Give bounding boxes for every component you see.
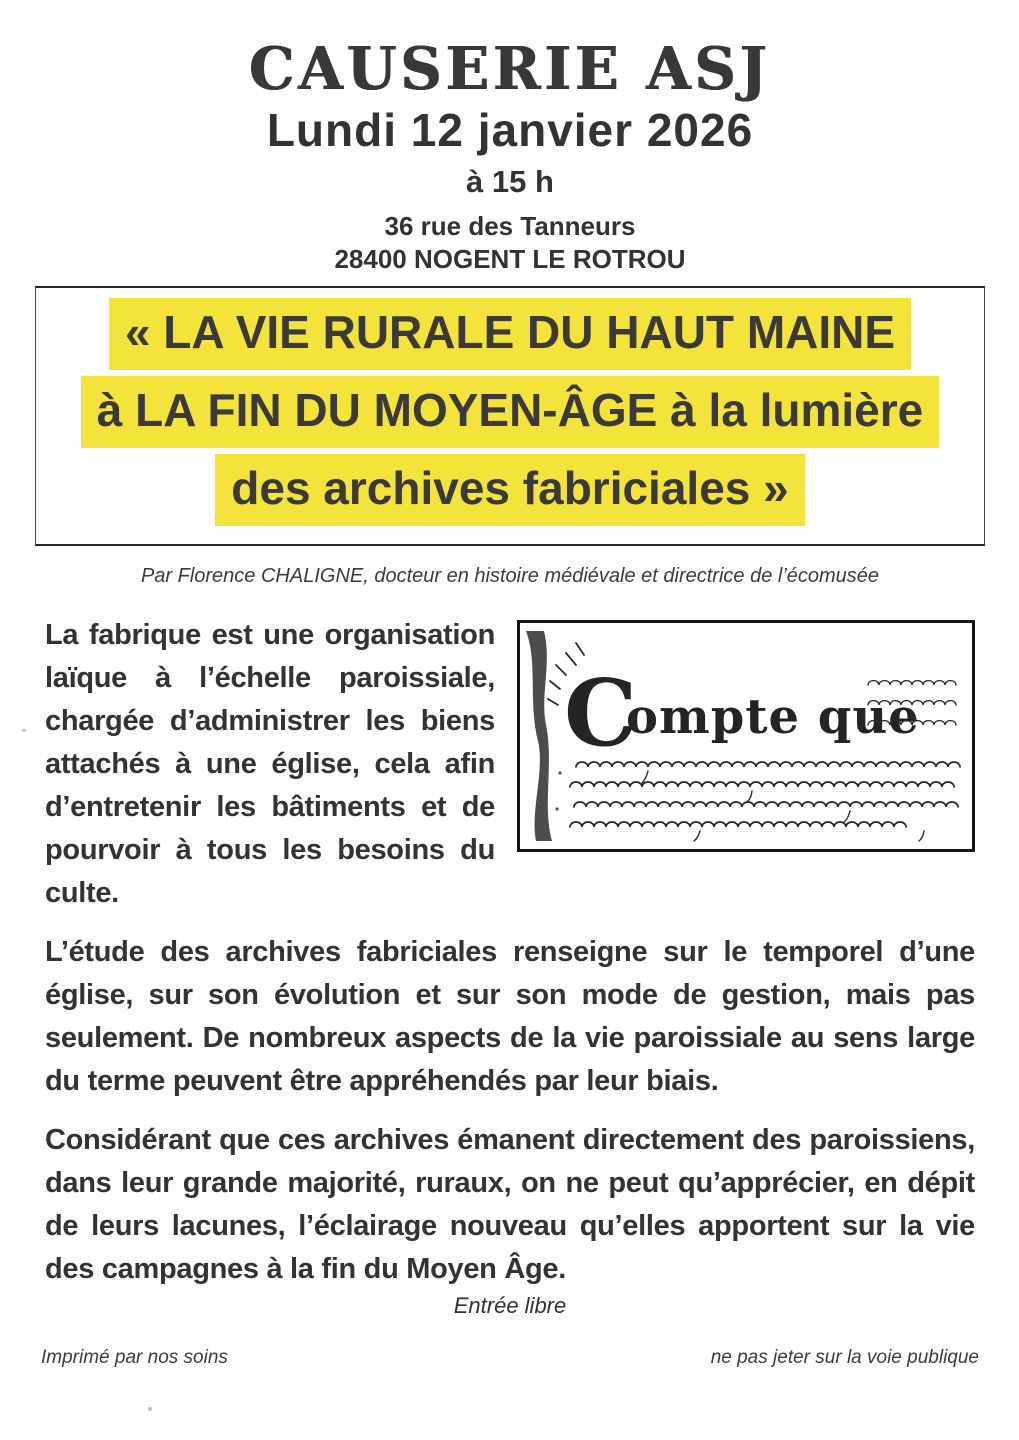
scan-speck — [22, 729, 26, 732]
scan-dot — [558, 771, 561, 774]
headline-line-1 — [36, 298, 984, 376]
speaker-byline: Par Florence CHALIGNE, docteur en histoire médiévale et directrice de l’écomusée — [140, 565, 880, 587]
event-time: à 15 h — [466, 164, 554, 199]
manuscript-illustration — [520, 623, 972, 849]
scan-speck — [148, 1407, 152, 1411]
script-line — [570, 822, 906, 827]
manuscript-scan-image — [517, 620, 975, 852]
entry-notice: Entrée libre — [453, 1293, 567, 1318]
printed-by-notice: Imprimé par nos soins — [41, 1347, 228, 1368]
paragraph-2: L’étude des archives fabriciales renseigne sur le temporel d’une église, sur son évolution et sur son mode de gestion, mais pas seulement. De nombreux aspects de la vie paroissiale au sens large du terme peuvent être appréhendés par leur biais. — [45, 936, 975, 1097]
headline-line-2 — [36, 376, 984, 454]
event-date: Lundi 12 janvier 2026 — [266, 104, 754, 156]
paragraph-3: Considérant que ces archives émanent directement des paroissiens, dans leur grande majorité, ruraux, on ne peut qu’apprécier, en dépit de leurs lacunes, l’éclairage nouveau qu’elles apportent sur la vie des campagnes à la fin du Moyen Âge. — [45, 1124, 975, 1285]
litter-notice: ne pas jeter sur la voie publique — [710, 1347, 979, 1368]
page-title: CAUSERIE ASJ — [249, 33, 771, 104]
script-line — [574, 802, 958, 807]
manuscript-title-text: ompte que — [626, 689, 920, 745]
paragraph-1: La fabrique est une organisation laïque à l’échelle paroissiale, chargée d’administrer les biens attachés à une église, cela afin d’entretenir les bâtiments et de pourvoir à tous les besoins du culte. — [45, 619, 495, 909]
manuscript-gutter-shadow — [526, 631, 552, 841]
address-city: 28400 NOGENT LE ROTROU — [334, 244, 686, 274]
headline-highlight-2: à LA FIN DU MOYEN-ÂGE à la lumière — [81, 376, 939, 448]
headline-highlight-1: « LA VIE RURALE DU HAUT MAINE — [109, 298, 911, 370]
body-text — [35, 614, 985, 1291]
headline-line-3 — [36, 454, 984, 532]
headline-highlight-3: des archives fabriciales » — [215, 454, 804, 526]
script-line — [868, 681, 956, 685]
script-line — [570, 782, 954, 787]
headline-box — [35, 286, 985, 546]
scan-dot — [555, 807, 558, 810]
manuscript-initial-letter: C — [564, 659, 638, 767]
address-street: 36 rue des Tanneurs — [384, 211, 636, 241]
footer — [35, 1347, 985, 1369]
